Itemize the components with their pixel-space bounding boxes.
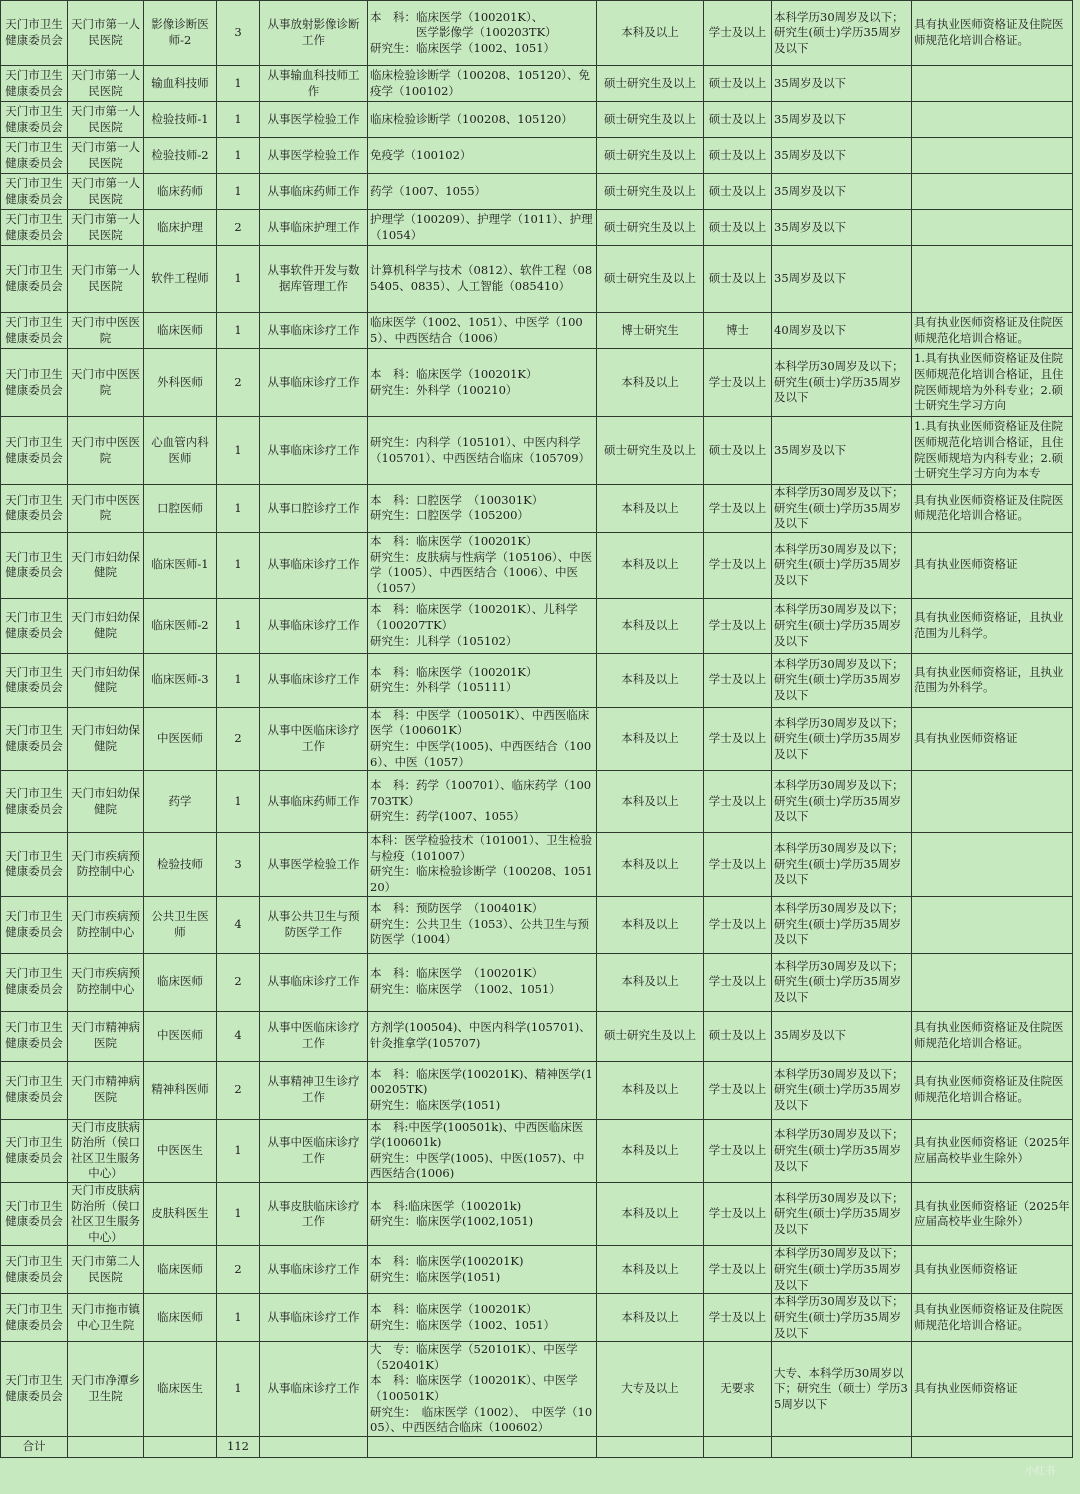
major-cell: 本 科：临床医学（100201K） 研究生：外科学（100210）: [368, 349, 597, 417]
total-label: 合计: [1, 1436, 68, 1457]
age-cell: 本科学历30周岁及以下；研究生(硕士)学历35周岁及以下: [772, 1061, 912, 1119]
major-cell: 本科：医学检验技术（101001）、卫生检验与检疫（101007） 研究生：临床检验诊断学（100208、105120）: [368, 833, 597, 896]
duty-cell: 从事临床诊疗工作: [260, 1342, 368, 1437]
major-cell: 计算机科学与技术（0812）、软件工程（085405、0835）、人工智能（085410）: [368, 246, 597, 313]
table-row: [1, 349, 1073, 417]
unit-cell: 天门市疾病预防控制中心: [68, 896, 144, 953]
major-cell: 临床检验诊断学（100208、105120）、免疫学（100102）: [368, 66, 597, 102]
degree-cell: 学士及以上: [704, 1, 772, 66]
count-cell: 1: [217, 1294, 260, 1342]
dept-cell: 天门市卫生健康委员会: [1, 66, 68, 102]
duty-cell: 从事临床诊疗工作: [260, 598, 368, 653]
post-cell: 皮肤科医生: [144, 1182, 217, 1245]
age-cell: 35周岁及以下: [772, 417, 912, 485]
dept-cell: 天门市卫生健康委员会: [1, 653, 68, 707]
count-cell: 1: [217, 653, 260, 707]
duty-cell: 从事精神卫生诊疗工作: [260, 1061, 368, 1119]
requirement-cell: [912, 210, 1073, 246]
education-cell: 硕士研究生及以上: [597, 138, 704, 174]
post-cell: 中医医生: [144, 1119, 217, 1182]
dept-cell: 天门市卫生健康委员会: [1, 1, 68, 66]
age-cell: 本科学历30周岁及以下；研究生(硕士)学历35周岁及以下: [772, 1294, 912, 1342]
age-cell: 本科学历30周岁及以下；研究生(硕士)学历35周岁及以下: [772, 953, 912, 1011]
count-cell: 1: [217, 771, 260, 833]
age-cell: 35周岁及以下: [772, 246, 912, 313]
degree-cell: 学士及以上: [704, 771, 772, 833]
education-cell: 本科及以上: [597, 707, 704, 770]
age-cell: 本科学历30周岁及以下；研究生(硕士)学历35周岁及以下: [772, 1, 912, 66]
education-cell: 本科及以上: [597, 598, 704, 653]
unit-cell: 天门市第二人民医院: [68, 1246, 144, 1294]
count-cell: 1: [217, 246, 260, 313]
unit-cell: 天门市中医医院: [68, 349, 144, 417]
duty-cell: 从事医学检验工作: [260, 138, 368, 174]
table-row: [1, 1294, 1073, 1342]
education-cell: 本科及以上: [597, 1119, 704, 1182]
post-cell: 临床医师-2: [144, 598, 217, 653]
dept-cell: 天门市卫生健康委员会: [1, 210, 68, 246]
table-row: [1, 771, 1073, 833]
table-row: [1, 833, 1073, 896]
post-cell: 检验技师: [144, 833, 217, 896]
education-cell: 本科及以上: [597, 532, 704, 598]
count-cell: 1: [217, 532, 260, 598]
major-cell: 本 科:中医学(100501k)、中西医临床医学(100601k) 研究生：中医学(1005)、中医(1057)、中西医结合(1006): [368, 1119, 597, 1182]
duty-cell: 从事临床诊疗工作: [260, 532, 368, 598]
dept-cell: 天门市卫生健康委员会: [1, 598, 68, 653]
age-cell: 35周岁及以下: [772, 174, 912, 210]
degree-cell: 学士及以上: [704, 1294, 772, 1342]
table-row: [1, 246, 1073, 313]
degree-cell: 硕士及以上: [704, 66, 772, 102]
unit-cell: 天门市中医医院: [68, 417, 144, 485]
post-cell: 临床医师: [144, 1246, 217, 1294]
age-cell: 35周岁及以下: [772, 1011, 912, 1061]
education-cell: 本科及以上: [597, 1182, 704, 1245]
duty-cell: 从事医学检验工作: [260, 102, 368, 138]
unit-cell: 天门市第一人民医院: [68, 66, 144, 102]
education-cell: 博士研究生: [597, 313, 704, 349]
degree-cell: 硕士及以上: [704, 417, 772, 485]
degree-cell: 学士及以上: [704, 1246, 772, 1294]
requirement-cell: 具有执业医师资格证及住院医师规范化培训合格证。: [912, 1, 1073, 66]
duty-cell: 从事中医临床诊疗工作: [260, 1119, 368, 1182]
dept-cell: 天门市卫生健康委员会: [1, 833, 68, 896]
degree-cell: 学士及以上: [704, 1061, 772, 1119]
table-row: [1, 896, 1073, 953]
major-cell: 药学（1007、1055）: [368, 174, 597, 210]
education-cell: 硕士研究生及以上: [597, 102, 704, 138]
table-row: [1, 1342, 1073, 1437]
post-cell: 临床护理: [144, 210, 217, 246]
dept-cell: 天门市卫生健康委员会: [1, 1119, 68, 1182]
duty-cell: 从事中医临床诊疗工作: [260, 707, 368, 770]
major-cell: 本 科：临床医学(100201K) 研究生：临床医学(1051): [368, 1246, 597, 1294]
degree-cell: 学士及以上: [704, 707, 772, 770]
dept-cell: 天门市卫生健康委员会: [1, 485, 68, 533]
table-row: [1, 1011, 1073, 1061]
requirement-cell: [912, 896, 1073, 953]
degree-cell: 学士及以上: [704, 953, 772, 1011]
major-cell: 大 专：临床医学（520101K）、中医学（520401K） 本 科：临床医学（100201K）、中医学（100501K） 研究生： 临床医学（1002）、 中医学（1005）、中西医结合临床（100602）: [368, 1342, 597, 1437]
count-cell: 3: [217, 1, 260, 66]
unit-cell: 天门市拖市镇中心卫生院: [68, 1294, 144, 1342]
requirement-cell: 具有执业医师资格证（2025年应届高校毕业生除外）: [912, 1119, 1073, 1182]
unit-cell: 天门市第一人民医院: [68, 210, 144, 246]
dept-cell: 天门市卫生健康委员会: [1, 1011, 68, 1061]
major-cell: 临床医学（1002、1051）、中医学（1005）、中西医结合（1006）: [368, 313, 597, 349]
post-cell: 临床医师-3: [144, 653, 217, 707]
age-cell: 本科学历30周岁及以下；研究生(硕士)学历35周岁及以下: [772, 896, 912, 953]
count-cell: 1: [217, 174, 260, 210]
education-cell: 本科及以上: [597, 485, 704, 533]
degree-cell: 学士及以上: [704, 1182, 772, 1245]
count-cell: 1: [217, 417, 260, 485]
education-cell: 本科及以上: [597, 1294, 704, 1342]
education-cell: 本科及以上: [597, 833, 704, 896]
education-cell: 本科及以上: [597, 1, 704, 66]
degree-cell: 学士及以上: [704, 896, 772, 953]
count-cell: 1: [217, 102, 260, 138]
degree-cell: 硕士及以上: [704, 138, 772, 174]
dept-cell: 天门市卫生健康委员会: [1, 1294, 68, 1342]
duty-cell: 从事软件开发与数据库管理工作: [260, 246, 368, 313]
table-row: [1, 174, 1073, 210]
count-cell: 2: [217, 707, 260, 770]
duty-cell: 从事临床药师工作: [260, 174, 368, 210]
education-cell: 硕士研究生及以上: [597, 246, 704, 313]
watermark: 小红书: [1025, 1466, 1055, 1477]
dept-cell: 天门市卫生健康委员会: [1, 1342, 68, 1437]
count-cell: 2: [217, 349, 260, 417]
degree-cell: 学士及以上: [704, 833, 772, 896]
duty-cell: 从事临床诊疗工作: [260, 349, 368, 417]
dept-cell: 天门市卫生健康委员会: [1, 313, 68, 349]
major-cell: 本 科：临床医学（100201K）、 医学影像学（100203TK） 研究生：临床医学（1002、1051）: [368, 1, 597, 66]
requirement-cell: 具有执业医师资格证，且执业范围为儿科学。: [912, 598, 1073, 653]
unit-cell: 天门市第一人民医院: [68, 246, 144, 313]
unit-cell: 天门市第一人民医院: [68, 138, 144, 174]
requirement-cell: 具有执业医师资格证: [912, 707, 1073, 770]
degree-cell: 硕士及以上: [704, 210, 772, 246]
post-cell: 临床医生: [144, 1342, 217, 1437]
count-cell: 1: [217, 485, 260, 533]
duty-cell: 从事中医临床诊疗工作: [260, 1011, 368, 1061]
education-cell: 本科及以上: [597, 953, 704, 1011]
age-cell: 本科学历30周岁及以下；研究生(硕士)学历35周岁及以下: [772, 1119, 912, 1182]
requirement-cell: [912, 246, 1073, 313]
requirement-cell: [912, 102, 1073, 138]
dept-cell: 天门市卫生健康委员会: [1, 417, 68, 485]
table-row: [1, 953, 1073, 1011]
post-cell: 影像诊断医师-2: [144, 1, 217, 66]
education-cell: 本科及以上: [597, 771, 704, 833]
post-cell: 公共卫生医师: [144, 896, 217, 953]
requirement-cell: 具有执业医师资格证: [912, 1246, 1073, 1294]
age-cell: 40周岁及以下: [772, 313, 912, 349]
major-cell: 临床检验诊断学（100208、105120）: [368, 102, 597, 138]
requirement-cell: [912, 138, 1073, 174]
dept-cell: 天门市卫生健康委员会: [1, 174, 68, 210]
table-body: [1, 1, 1073, 1458]
age-cell: 大专、本科学历30周岁以下；研究生（硕士）学历35周岁以下: [772, 1342, 912, 1437]
education-cell: 硕士研究生及以上: [597, 417, 704, 485]
dept-cell: 天门市卫生健康委员会: [1, 896, 68, 953]
count-cell: 1: [217, 313, 260, 349]
count-cell: 1: [217, 1342, 260, 1437]
duty-cell: 从事放射影像诊断工作: [260, 1, 368, 66]
requirement-cell: 具有执业医师资格证及住院医师规范化培训合格证。: [912, 485, 1073, 533]
requirement-cell: 具有执业医师资格证，且执业范围为外科学。: [912, 653, 1073, 707]
duty-cell: 从事临床诊疗工作: [260, 1246, 368, 1294]
requirement-cell: 具有执业医师资格证及住院医师规范化培训合格证。: [912, 1061, 1073, 1119]
duty-cell: 从事口腔诊疗工作: [260, 485, 368, 533]
post-cell: 药学: [144, 771, 217, 833]
unit-cell: 天门市净潭乡卫生院: [68, 1342, 144, 1437]
major-cell: 本 科：药学（100701）、临床药学（100703TK） 研究生：药学(1007、1055）: [368, 771, 597, 833]
post-cell: 检验技师-2: [144, 138, 217, 174]
unit-cell: 天门市精神病医院: [68, 1061, 144, 1119]
requirement-cell: 1.具有执业医师资格证及住院医师规范化培训合格证，且住院医师规培为外科专业；2.硕士研究生学习方向: [912, 349, 1073, 417]
unit-cell: 天门市中医医院: [68, 313, 144, 349]
degree-cell: 硕士及以上: [704, 1011, 772, 1061]
degree-cell: 学士及以上: [704, 1119, 772, 1182]
post-cell: 中医医师: [144, 707, 217, 770]
duty-cell: 从事公共卫生与预防医学工作: [260, 896, 368, 953]
table-row: [1, 1061, 1073, 1119]
duty-cell: 从事临床诊疗工作: [260, 313, 368, 349]
degree-cell: 无要求: [704, 1342, 772, 1437]
degree-cell: 硕士及以上: [704, 246, 772, 313]
dept-cell: 天门市卫生健康委员会: [1, 1061, 68, 1119]
post-cell: 检验技师-1: [144, 102, 217, 138]
age-cell: 本科学历30周岁及以下；研究生(硕士)学历35周岁及以下: [772, 1246, 912, 1294]
unit-cell: 天门市中医医院: [68, 485, 144, 533]
count-cell: 3: [217, 833, 260, 896]
major-cell: 本 科：临床医学（100201K）、儿科学（100207TK） 研究生：儿科学（105102）: [368, 598, 597, 653]
requirement-cell: 具有执业医师资格证及住院医师规范化培训合格证。: [912, 313, 1073, 349]
dept-cell: 天门市卫生健康委员会: [1, 246, 68, 313]
count-cell: 1: [217, 598, 260, 653]
post-cell: 外科医师: [144, 349, 217, 417]
requirement-cell: [912, 953, 1073, 1011]
age-cell: 35周岁及以下: [772, 102, 912, 138]
count-cell: 2: [217, 1061, 260, 1119]
table-row: [1, 210, 1073, 246]
major-cell: 本 科：临床医学（100201K） 研究生：临床医学（1002、1051）: [368, 1294, 597, 1342]
post-cell: 口腔医师: [144, 485, 217, 533]
unit-cell: 天门市第一人民医院: [68, 174, 144, 210]
table-row: [1, 1, 1073, 66]
major-cell: 研究生：内科学（105101）、中医内科学（105701）、中西医结合临床（105709）: [368, 417, 597, 485]
unit-cell: 天门市皮肤病防治所（侯口社区卫生服务中心）: [68, 1182, 144, 1245]
duty-cell: 从事临床诊疗工作: [260, 953, 368, 1011]
unit-cell: 天门市皮肤病防治所（侯口社区卫生服务中心）: [68, 1119, 144, 1182]
unit-cell: 天门市疾病预防控制中心: [68, 953, 144, 1011]
education-cell: 本科及以上: [597, 896, 704, 953]
education-cell: 硕士研究生及以上: [597, 210, 704, 246]
degree-cell: 硕士及以上: [704, 174, 772, 210]
duty-cell: 从事临床护理工作: [260, 210, 368, 246]
table-row: [1, 485, 1073, 533]
major-cell: 本 科：口腔医学 （100301K） 研究生：口腔医学（105200）: [368, 485, 597, 533]
education-cell: 本科及以上: [597, 349, 704, 417]
age-cell: 本科学历30周岁及以下；研究生(硕士)学历35周岁及以下: [772, 707, 912, 770]
unit-cell: 天门市第一人民医院: [68, 1, 144, 66]
major-cell: 方剂学(100504)、中医内科学(105701)、针灸推拿学(105707): [368, 1011, 597, 1061]
education-cell: 硕士研究生及以上: [597, 174, 704, 210]
requirement-cell: [912, 833, 1073, 896]
dept-cell: 天门市卫生健康委员会: [1, 138, 68, 174]
unit-cell: 天门市妇幼保健院: [68, 598, 144, 653]
post-cell: 精神科医师: [144, 1061, 217, 1119]
education-cell: 本科及以上: [597, 1246, 704, 1294]
major-cell: 护理学（100209）、护理学（1011）、护理（1054）: [368, 210, 597, 246]
count-cell: 4: [217, 896, 260, 953]
education-cell: 大专及以上: [597, 1342, 704, 1437]
degree-cell: 学士及以上: [704, 532, 772, 598]
dept-cell: 天门市卫生健康委员会: [1, 1182, 68, 1245]
table-row: [1, 313, 1073, 349]
age-cell: 本科学历30周岁及以下；研究生(硕士)学历35周岁及以下: [772, 598, 912, 653]
education-cell: 本科及以上: [597, 653, 704, 707]
education-cell: 硕士研究生及以上: [597, 1011, 704, 1061]
post-cell: 临床医师: [144, 313, 217, 349]
major-cell: 本 科：临床医学 （100201K） 研究生：临床医学 （1002、1051）: [368, 953, 597, 1011]
requirement-cell: 具有执业医师资格证: [912, 532, 1073, 598]
table-row: [1, 1246, 1073, 1294]
degree-cell: 学士及以上: [704, 653, 772, 707]
degree-cell: 学士及以上: [704, 485, 772, 533]
requirement-cell: 具有执业医师资格证及住院医师规范化培训合格证。: [912, 1011, 1073, 1061]
dept-cell: 天门市卫生健康委员会: [1, 532, 68, 598]
requirement-cell: 1.具有执业医师资格证及住院医师规范化培训合格证，且住院医师规培为内科专业；2.硕士研究生学习方向为本专: [912, 417, 1073, 485]
table-row: [1, 66, 1073, 102]
count-cell: 1: [217, 138, 260, 174]
dept-cell: 天门市卫生健康委员会: [1, 771, 68, 833]
dept-cell: 天门市卫生健康委员会: [1, 102, 68, 138]
major-cell: 本 科：预防医学 （100401K） 研究生：公共卫生（1053）、公共卫生与预防医学（1004）: [368, 896, 597, 953]
dept-cell: 天门市卫生健康委员会: [1, 349, 68, 417]
count-cell: 1: [217, 66, 260, 102]
requirement-cell: [912, 66, 1073, 102]
age-cell: 35周岁及以下: [772, 210, 912, 246]
age-cell: 本科学历30周岁及以下；研究生(硕士)学历35周岁及以下: [772, 833, 912, 896]
unit-cell: 天门市妇幼保健院: [68, 771, 144, 833]
count-cell: 2: [217, 953, 260, 1011]
requirement-cell: 具有执业医师资格证: [912, 1342, 1073, 1437]
unit-cell: 天门市妇幼保健院: [68, 653, 144, 707]
count-cell: 2: [217, 1246, 260, 1294]
count-cell: 4: [217, 1011, 260, 1061]
requirement-cell: [912, 174, 1073, 210]
table-row: [1, 598, 1073, 653]
duty-cell: 从事输血科技师工作: [260, 66, 368, 102]
post-cell: 软件工程师: [144, 246, 217, 313]
duty-cell: 从事临床诊疗工作: [260, 417, 368, 485]
major-cell: 免疫学（100102）: [368, 138, 597, 174]
major-cell: 本 科：临床医学（100201K） 研究生：外科学（105111）: [368, 653, 597, 707]
degree-cell: 硕士及以上: [704, 102, 772, 138]
duty-cell: 从事皮肤临床诊疗工作: [260, 1182, 368, 1245]
major-cell: 本 科：中医学（100501K）、中西医临床医学（100601K） 研究生：中医学(1005)、中西医结合（1006）、中医（1057）: [368, 707, 597, 770]
count-cell: 2: [217, 210, 260, 246]
age-cell: 本科学历30周岁及以下；研究生(硕士)学历35周岁及以下: [772, 485, 912, 533]
post-cell: 心血管内科医师: [144, 417, 217, 485]
unit-cell: 天门市精神病医院: [68, 1011, 144, 1061]
table-row: [1, 1119, 1073, 1182]
age-cell: 本科学历30周岁及以下；研究生(硕士)学历35周岁及以下: [772, 1182, 912, 1245]
table-row: [1, 532, 1073, 598]
degree-cell: 博士: [704, 313, 772, 349]
unit-cell: 天门市第一人民医院: [68, 102, 144, 138]
major-cell: 本 科：临床医学（100201K） 研究生：皮肤病与性病学（105106）、中医学（1005）、中西医结合（1006）、中医（1057）: [368, 532, 597, 598]
post-cell: 中医医师: [144, 1011, 217, 1061]
duty-cell: 从事临床诊疗工作: [260, 1294, 368, 1342]
table-row: [1, 653, 1073, 707]
education-cell: 本科及以上: [597, 1061, 704, 1119]
duty-cell: 从事临床诊疗工作: [260, 653, 368, 707]
total-count: 112: [217, 1436, 260, 1457]
major-cell: 本 科:临床医学（100201k) 研究生：临床医学(1002,1051): [368, 1182, 597, 1245]
duty-cell: 从事医学检验工作: [260, 833, 368, 896]
unit-cell: 天门市疾病预防控制中心: [68, 833, 144, 896]
degree-cell: 学士及以上: [704, 598, 772, 653]
major-cell: 本 科：临床医学(100201K)、精神医学(100205TK) 研究生：临床医学(1051): [368, 1061, 597, 1119]
requirement-cell: 具有执业医师资格证及住院医师规范化培训合格证。: [912, 1294, 1073, 1342]
table-row: [1, 707, 1073, 770]
age-cell: 35周岁及以下: [772, 138, 912, 174]
total-row: [1, 1436, 1073, 1457]
dept-cell: 天门市卫生健康委员会: [1, 953, 68, 1011]
age-cell: 本科学历30周岁及以下；研究生(硕士)学历35周岁及以下: [772, 532, 912, 598]
dept-cell: 天门市卫生健康委员会: [1, 1246, 68, 1294]
post-cell: 临床医师-1: [144, 532, 217, 598]
requirement-cell: [912, 771, 1073, 833]
dept-cell: 天门市卫生健康委员会: [1, 707, 68, 770]
unit-cell: 天门市妇幼保健院: [68, 532, 144, 598]
age-cell: 本科学历30周岁及以下；研究生(硕士)学历35周岁及以下: [772, 349, 912, 417]
table-row: [1, 417, 1073, 485]
unit-cell: 天门市妇幼保健院: [68, 707, 144, 770]
count-cell: 1: [217, 1119, 260, 1182]
education-cell: 硕士研究生及以上: [597, 66, 704, 102]
table-row: [1, 138, 1073, 174]
age-cell: 本科学历30周岁及以下；研究生(硕士)学历35周岁及以下: [772, 653, 912, 707]
post-cell: 临床药师: [144, 174, 217, 210]
table-row: [1, 102, 1073, 138]
requirement-cell: 具有执业医师资格证（2025年应届高校毕业生除外）: [912, 1182, 1073, 1245]
table-row: [1, 1182, 1073, 1245]
post-cell: 输血科技师: [144, 66, 217, 102]
post-cell: 临床医师: [144, 953, 217, 1011]
age-cell: 本科学历30周岁及以下；研究生(硕士)学历35周岁及以下: [772, 771, 912, 833]
age-cell: 35周岁及以下: [772, 66, 912, 102]
count-cell: 1: [217, 1182, 260, 1245]
post-cell: 临床医师: [144, 1294, 217, 1342]
duty-cell: 从事临床药师工作: [260, 771, 368, 833]
degree-cell: 学士及以上: [704, 349, 772, 417]
